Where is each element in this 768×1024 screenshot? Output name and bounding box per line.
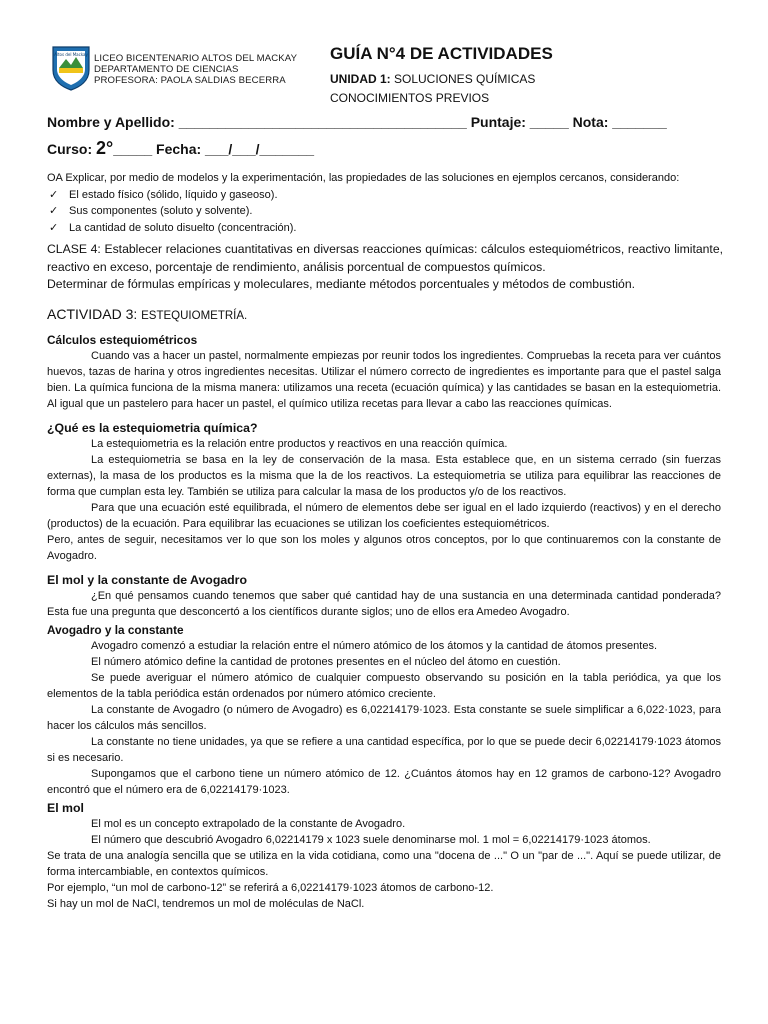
school-info [94,53,297,86]
school-name: LICEO BICENTENARIO ALTOS DEL MACKAY [94,53,298,64]
paragraph: El número que descubrió Avogadro 6,02214179 x 1023 suele denominarse mol. 1 mol = 6,02214179·1023 átomos. [91,834,651,846]
paragraph: Cuando vas a hacer un pastel, normalmente empiezas por reunir todos los ingredientes. Compruebas la receta para ver cuántos huevos, tazas de harina y otros ingredientes necesitas. Utilizar el número correcto de ingredientes es importante para que el pastel salga bien. La química funciona de la misma manera: utilizamos una receta (ecuación química) y las cantidades se basan en la estequiometria. Al igual que un pastelero para hacer un pastel, el químico utiliza recetas para llevar a cabo las reacciones químicas. [47,350,721,410]
paragraph: El número atómico define la cantidad de protones presentes en el núcleo del átomo en cuestión. [91,656,561,668]
oa-intro: OA Explicar, por medio de modelos y la experimentación, las propiedades de las soluciones en ejemplos cercanos, considerando: [47,172,680,184]
activity-label: ACTIVIDAD 3: [47,306,142,322]
paragraph: Por ejemplo, “un mol de carbono-12” se referirá a 6,02214179·1023 átomos de carbono-12. [47,882,494,894]
class-objective [47,241,723,294]
teacher-name: PROFESORA: PAOLA SALDIAS BECERRA [94,75,286,86]
paragraph: La estequiometria es la relación entre productos y reactivos en una reacción química. [91,438,508,450]
check-icon: ✓ [49,221,59,234]
paragraph: Se trata de una analogía sencilla que se utiliza en la vida cotidiana, como una "docena de ..." O un "par de ...". Aquí se puede utilizar, de forma intercambiable, en contextos químicos. [47,850,721,878]
oa-list [47,187,723,237]
paragraph: La estequiometria se basa en la ley de conservación de la masa. Esta establece que, en un sistema cerrado (sin fuerzas externas), la masa de los productos es la misma que la de los reactivos. La estequiometria se utiliza para equilibrar las reacciones de forma que cumplan esta ley. También se utiliza para calcular la masa de los productos y/o de los reactivos. [47,454,721,498]
paragraph: El mol es un concepto extrapolado de la constante de Avogadro. [91,818,406,830]
paragraph: Supongamos que el carbono tiene un número atómico de 12. ¿Cuántos átomos hay en 12 gramos de carbono-12? Avogadro encontró que el número era de 6,02214179·1023. [47,768,721,796]
activity-value: ESTEQUIOMETRÍA. [141,310,248,322]
section-title-avogadro-constante: Avogadro y la constante [47,623,184,637]
section-title-mol-avogadro: El mol y la constante de Avogadro [47,573,247,587]
section-title-estequiometria: ¿Qué es la estequiometria química? [47,421,258,435]
paragraph: Pero, antes de seguir, necesitamos ver lo que son los moles y algunos otros conceptos, por lo que continuaremos con la constante de Avogadro. [47,534,721,562]
paragraph: Se puede averiguar el número atómico de cualquier compuesto observando su posición en la tabla periódica, ya que los elementos de la tabla periódica están ordenados por número atómico creciente. [47,672,721,700]
course-date-row [47,138,314,159]
school-logo [50,44,92,92]
oa-item: ✓ La cantidad de soluto disuelto (concentración). [47,220,723,237]
section-title-calculos: Cálculos estequiométricos [47,333,198,347]
class-objective-p2: Determinar de fórmulas empíricas y moleculares, mediante métodos porcentuales y métodos de combustión. [47,277,635,291]
paragraph: La constante no tiene unidades, ya que se refiere a una cantidad específica, por lo que se puede decir 6,02214179·1023 átomos si es necesario. [47,736,721,764]
unit-info [330,70,535,108]
paragraph: La constante de Avogadro (o número de Avogadro) es 6,02214179·1023. Esta constante se suele simplificar a 6,022·1023, para hacer los cálculos más sencillos. [47,704,721,732]
paragraph: ¿En qué pensamos cuando tenemos que saber qué cantidad hay de una sustancia en una determinada cantidad ponderada? Esta fue una pregunta que desconcertó a los científicos durante siglos; uno de ellos era Amedeo Avogadro. [47,590,721,618]
section-title-el-mol: El mol [47,801,84,815]
class-objective-p1: CLASE 4: Establecer relaciones cuantitativas en diversas reacciones químicas: cálculos estequiométricos, reactivo limitante, reactivo en exceso, porcentaje de rendimiento, análisis porcentual de compuestos químicos. [47,242,723,274]
unit-label: UNIDAD 1: [330,72,391,86]
department-name: DEPARTAMENTO DE CIENCIAS [94,64,239,75]
unit-value: SOLUCIONES QUÍMICAS [390,72,536,86]
check-icon: ✓ [49,205,59,217]
activity-heading [47,306,247,322]
page-title: GUÍA N°4 DE ACTIVIDADES [330,44,553,63]
check-icon: ✓ [49,188,59,201]
course-date-blanks: _____ Fecha: ___/___/_______ [113,141,315,157]
paragraph: Si hay un mol de NaCl, tendremos un mol de moléculas de NaCl. [47,898,365,910]
learning-objective [47,170,723,236]
paragraph: Avogadro comenzó a estudiar la relación entre el número atómico de los átomos y la cantidad de átomos presentes. [91,640,658,652]
course-label: Curso: [47,141,96,157]
content-body [47,332,721,912]
unit-subtitle: CONOCIMIENTOS PREVIOS [330,91,490,105]
name-score-row: Nombre y Apellido: _____________________________________ Puntaje: _____ Nota: _______ [47,114,667,130]
oa-item: ✓ Sus componentes (soluto y solvente). [47,203,723,220]
logo-text: Altos del Mackay [54,52,88,57]
oa-item: ✓ El estado físico (sólido, líquido y gaseoso). [47,187,723,204]
course-value: 2° [96,138,114,158]
paragraph: Para que una ecuación esté equilibrada, el número de elementos debe ser igual en el lado izquierdo (reactivos) y en el derecho (productos) de la ecuación. Para equilibrar las ecuaciones se utilizan los coeficientes estequiométricos. [47,502,721,530]
